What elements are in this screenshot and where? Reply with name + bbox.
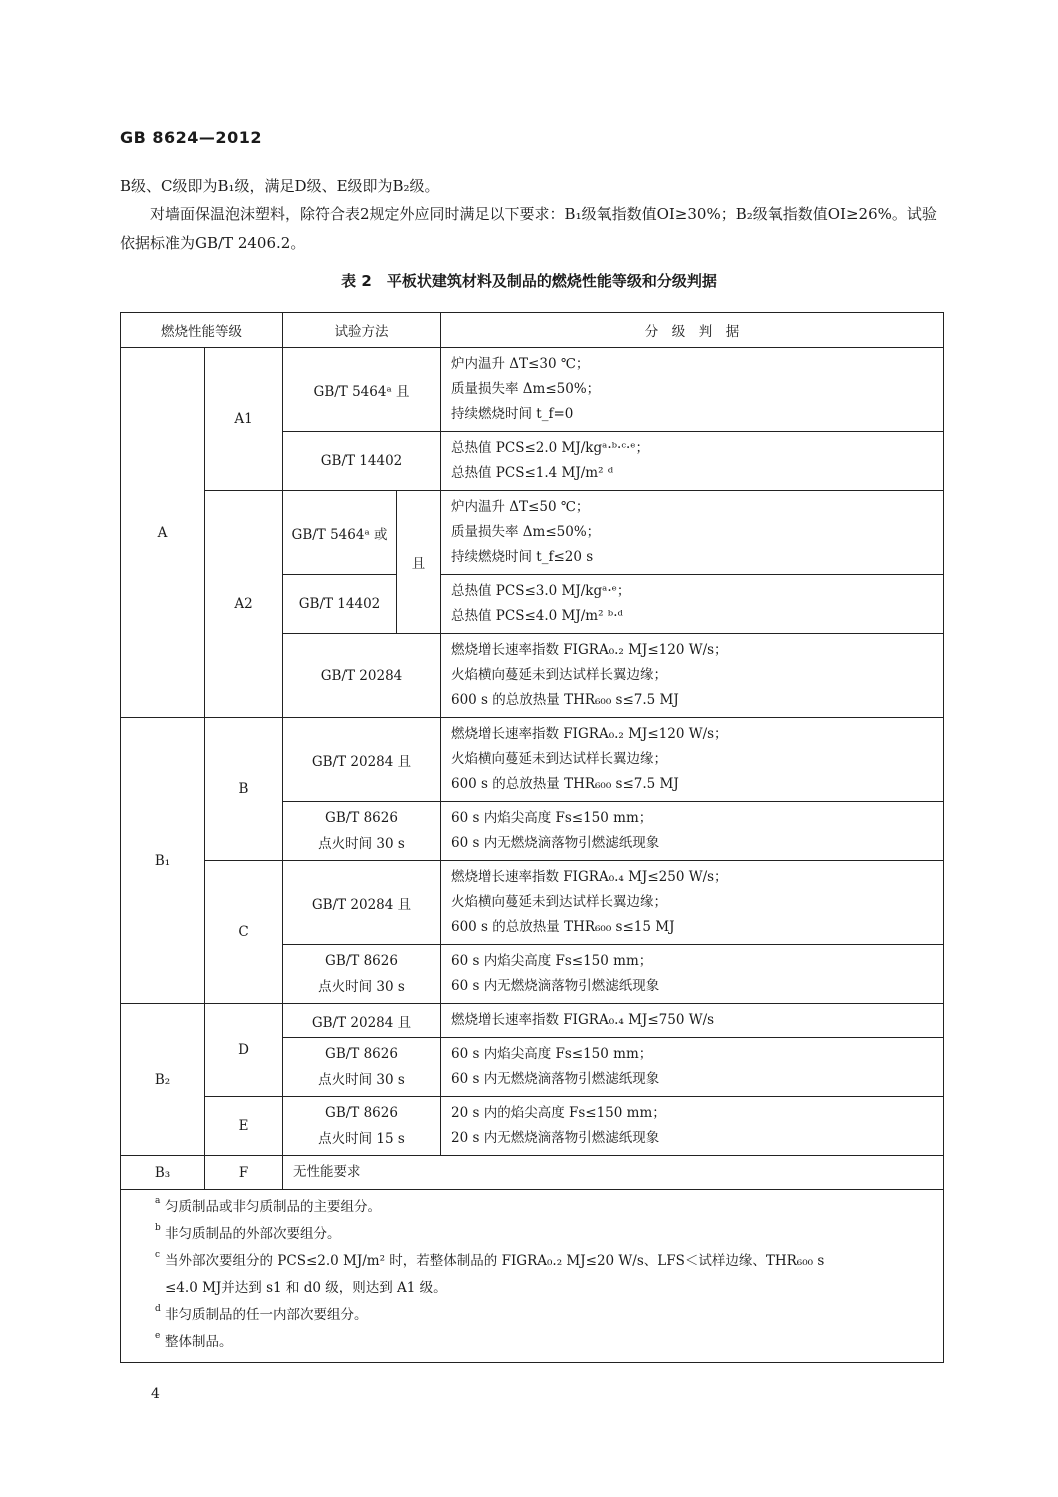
page-number: 4	[151, 1386, 160, 1402]
note-b: b 非匀质制品的外部次要组分。	[155, 1223, 341, 1242]
note-a: a 匀质制品或非匀质制品的主要组分。	[155, 1196, 381, 1215]
grade-b1: B₁	[121, 718, 205, 1004]
table-row	[121, 861, 944, 945]
criteria-cell: 60 s 内焰尖高度 Fs≤150 mm； 60 s 内无燃烧滴落物引燃滤纸现象	[441, 945, 944, 1004]
criteria-cell: 总热值 PCS≤3.0 MJ/kgᵃ·ᵉ； 总热值 PCS≤4.0 MJ/m² ᵇ·ᵈ	[441, 575, 944, 634]
method-cell: GB/T 20284 且	[283, 718, 441, 802]
table-row	[121, 491, 944, 575]
paragraph-foam-requirement: 对墙面保温泡沫塑料，除符合表2规定外应同时满足以下要求：B₁级氧指数值OI≥30%；B₂级氧指数值OI≥26%。试验依据标准为GB/T 2406.2。	[120, 205, 937, 252]
header-grade: 燃烧性能等级	[121, 313, 283, 348]
grade-b: B	[205, 718, 283, 861]
method-cell: GB/T 14402	[283, 432, 441, 491]
note-c: c 当外部次要组分的 PCS≤2.0 MJ/m² 时，若整体制品的 FIGRA₀.₂ MJ≤20 W/s、LFS＜试样边缘、THR₆₀₀ s	[155, 1250, 825, 1269]
criteria-cell: 燃烧增长速率指数 FIGRA₀.₄ MJ≤750 W/s	[441, 1004, 944, 1038]
header-criteria: 分 级 判 据	[441, 313, 944, 348]
table-row	[121, 1004, 944, 1038]
grade-a1: A1	[205, 348, 283, 491]
table-row	[121, 1097, 944, 1156]
method-cell: GB/T 20284 且	[283, 861, 441, 945]
criteria-cell: 20 s 内的焰尖高度 Fs≤150 mm； 20 s 内无燃烧滴落物引燃滤纸现象	[441, 1097, 944, 1156]
criteria-cell: 燃烧增长速率指数 FIGRA₀.₄ MJ≤250 W/s； 火焰横向蔓延未到达试样长翼边缘； 600 s 的总放热量 THR₆₀₀ s≤15 MJ	[441, 861, 944, 945]
method-cell: GB/T 20284	[283, 634, 441, 718]
table-row	[121, 1156, 944, 1190]
grade-d: D	[205, 1004, 283, 1097]
method-cell: GB/T 8626 点火时间 15 s	[283, 1097, 441, 1156]
grade-f: F	[205, 1156, 283, 1190]
note-d: d 非匀质制品的任一内部次要组分。	[155, 1304, 368, 1323]
criteria-cell: 总热值 PCS≤2.0 MJ/kgᵃ·ᵇ·ᶜ·ᵉ； 总热值 PCS≤1.4 MJ/m² ᵈ	[441, 432, 944, 491]
criteria-cell: 无性能要求	[283, 1156, 944, 1190]
table-header-row	[121, 313, 944, 348]
method-cell: GB/T 8626 点火时间 30 s	[283, 802, 441, 861]
grade-c: C	[205, 861, 283, 1004]
note-e: e 整体制品。	[155, 1331, 233, 1350]
grade-b2: B₂	[121, 1004, 205, 1156]
table-row	[121, 718, 944, 802]
method-cell: GB/T 5464ᵃ 且	[283, 348, 441, 432]
criteria-cell: 60 s 内焰尖高度 Fs≤150 mm； 60 s 内无燃烧滴落物引燃滤纸现象	[441, 802, 944, 861]
method-cell: GB/T 5464ᵃ 或	[283, 491, 397, 575]
classification-table	[120, 312, 944, 1363]
criteria-cell: 炉内温升 ΔT≤50 ℃； 质量损失率 Δm≤50%； 持续燃烧时间 t_f≤20 s	[441, 491, 944, 575]
header-method: 试验方法	[283, 313, 441, 348]
paragraph-grade-summary: B级、C级即为B₁级，满足D级、E级即为B₂级。	[120, 177, 440, 195]
standard-code: GB 8624—2012	[120, 128, 262, 147]
table-title: 表 2 平板状建筑材料及制品的燃烧性能等级和分级判据	[341, 272, 717, 290]
grade-a2: A2	[205, 491, 283, 718]
method-cell: GB/T 8626 点火时间 30 s	[283, 1038, 441, 1097]
criteria-cell: 60 s 内焰尖高度 Fs≤150 mm； 60 s 内无燃烧滴落物引燃滤纸现象	[441, 1038, 944, 1097]
method-cell: GB/T 8626 点火时间 30 s	[283, 945, 441, 1004]
table-notes-row	[121, 1190, 944, 1363]
grade-a: A	[121, 348, 205, 718]
criteria-cell: 炉内温升 ΔT≤30 ℃； 质量损失率 Δm≤50%； 持续燃烧时间 t_f=0	[441, 348, 944, 432]
note-c-continued: ≤4.0 MJ并达到 s1 和 d0 级，则达到 A1 级。	[165, 1280, 447, 1296]
grade-e: E	[205, 1097, 283, 1156]
criteria-cell: 燃烧增长速率指数 FIGRA₀.₂ MJ≤120 W/s； 火焰横向蔓延未到达试样长翼边缘； 600 s 的总放热量 THR₆₀₀ s≤7.5 MJ	[441, 718, 944, 802]
table-row	[121, 348, 944, 432]
and-connector: 且	[397, 491, 441, 634]
method-cell: GB/T 14402	[283, 575, 397, 634]
method-cell: GB/T 20284 且	[283, 1004, 441, 1038]
grade-b3: B₃	[121, 1156, 205, 1190]
table-notes	[121, 1190, 944, 1363]
criteria-cell: 燃烧增长速率指数 FIGRA₀.₂ MJ≤120 W/s； 火焰横向蔓延未到达试样长翼边缘； 600 s 的总放热量 THR₆₀₀ s≤7.5 MJ	[441, 634, 944, 718]
